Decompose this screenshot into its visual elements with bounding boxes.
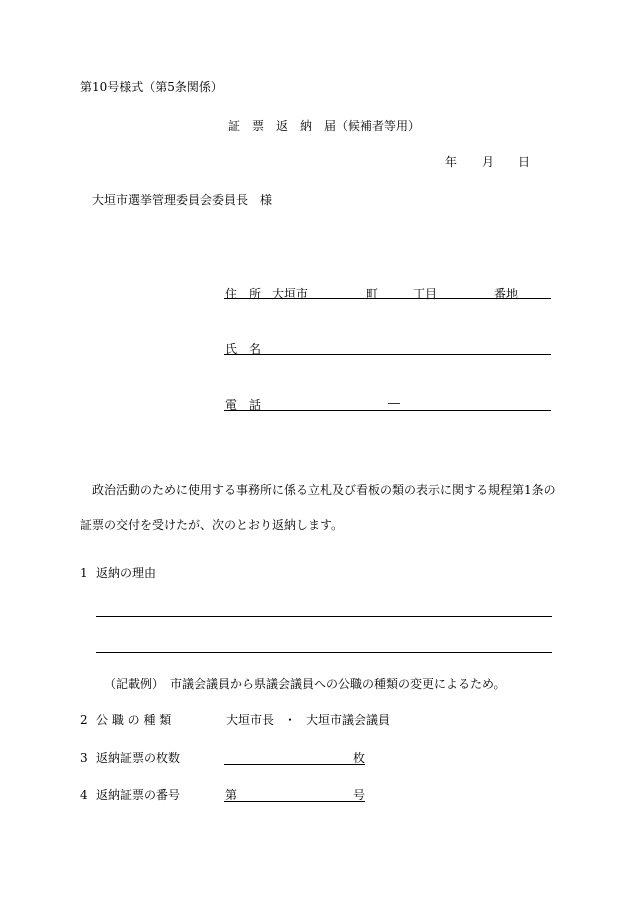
item4-label: 返納証票の番号 — [96, 788, 181, 802]
address-field[interactable] — [224, 298, 551, 299]
phone-dash: ― — [388, 396, 400, 410]
reason-field-line1[interactable] — [96, 616, 552, 617]
number-prefix: 第 — [225, 788, 238, 802]
office-separator: ・ — [284, 713, 297, 727]
office-option-mayor[interactable]: 大垣市長 — [226, 713, 275, 727]
address-chome: 丁目 — [413, 287, 438, 301]
item3-number: 3 — [80, 751, 88, 765]
item2-label: 公 職 の 種 類 — [96, 713, 172, 727]
item1-label: 返納の理由 — [96, 566, 157, 580]
address-town: 町 — [366, 287, 379, 301]
form-number: 第10号様式（第5条関係） — [80, 80, 223, 94]
example-note: （記載例） 市議会議員から県議会議員への公職の種類の変更によるため。 — [104, 677, 506, 691]
office-option-councillor[interactable]: 大垣市議会議員 — [306, 713, 391, 727]
body-text-line2: 証票の交付を受けたが、次のとおり返納します。 — [80, 518, 344, 532]
certificate-number-field[interactable] — [224, 801, 365, 802]
date-year-label: 年 — [445, 155, 458, 169]
date-month-label: 月 — [482, 155, 495, 169]
phone-field[interactable] — [224, 410, 551, 411]
name-field[interactable] — [224, 354, 551, 355]
item3-label: 返納証票の枚数 — [96, 751, 181, 765]
reason-field-line2[interactable] — [96, 652, 552, 653]
phone-label: 電 話 — [225, 398, 262, 412]
number-suffix: 号 — [353, 788, 366, 802]
name-label: 氏 名 — [225, 342, 262, 356]
address-banchi: 番地 — [494, 287, 519, 301]
address-label: 住 所 — [225, 287, 262, 301]
item2-number: 2 — [80, 713, 88, 727]
address-city: 大垣市 — [272, 287, 309, 301]
body-text-line1: 政治活動のために使用する事務所に係る立札及び看板の類の表示に関する規程第1条の — [92, 483, 556, 497]
item4-number: 4 — [80, 788, 88, 802]
count-unit: 枚 — [353, 751, 366, 765]
count-field[interactable] — [224, 764, 365, 765]
date-day-label: 日 — [518, 155, 531, 169]
item1-number: 1 — [80, 566, 88, 580]
page-title: 証 票 返 納 届（候補者等用） — [228, 119, 421, 133]
recipient: 大垣市選挙管理委員会委員長 様 — [92, 193, 273, 207]
